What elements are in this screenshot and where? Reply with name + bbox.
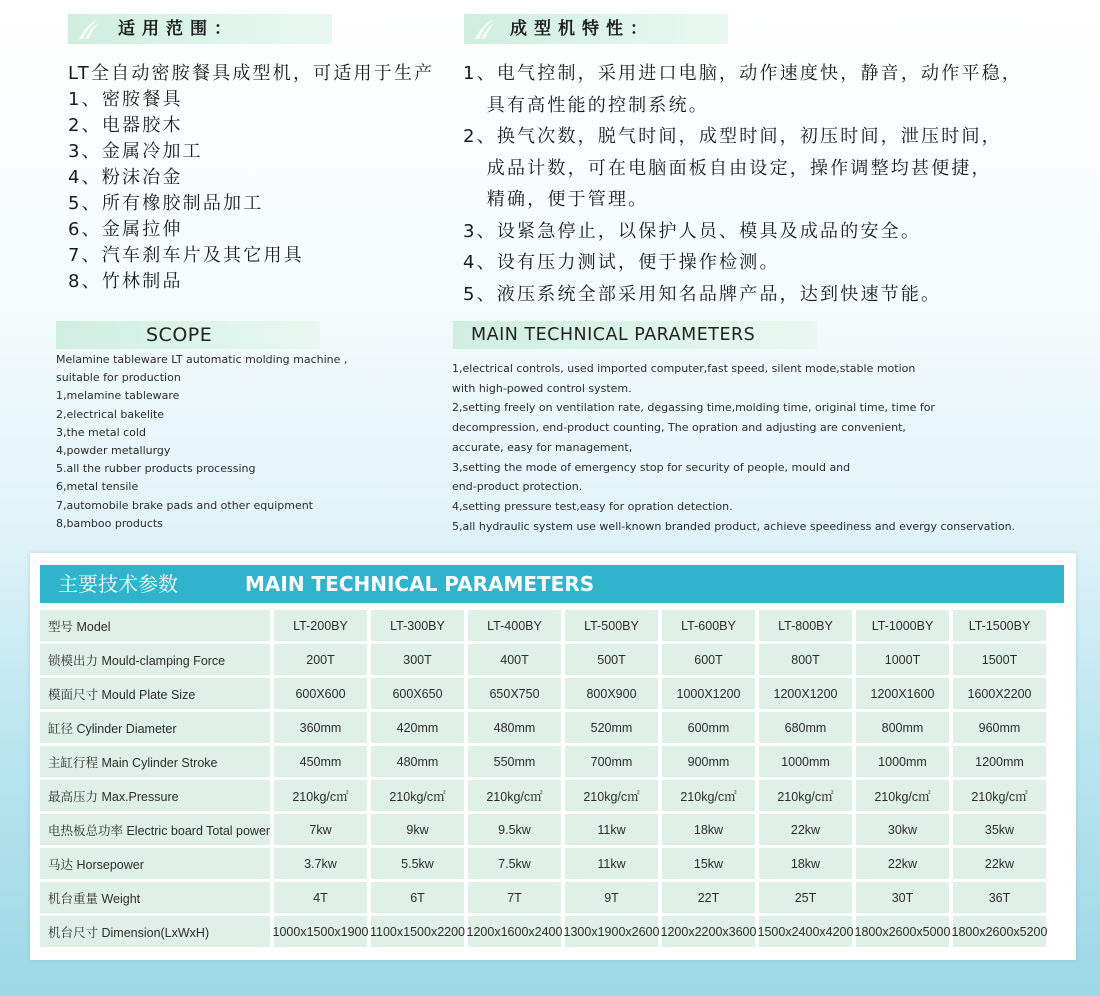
table-cell: 960mm (953, 712, 1046, 743)
table-cell: 600T (662, 644, 755, 675)
table-cell: 22kw (953, 848, 1046, 879)
features-cn-header (464, 14, 728, 44)
features-en-line: 5,all hydraulic system use well-known branded product, achieve speediness and evergy conservation. (452, 519, 1016, 533)
scope-cn-line: 3、金属冷加工 (68, 141, 203, 162)
features-en-list (452, 359, 1015, 536)
scope-en-line: 4,powder metallurgy (56, 444, 171, 458)
parameters-table-header (40, 565, 1064, 603)
table-cell: 1500T (953, 644, 1046, 675)
table-cell: 22T (662, 882, 755, 913)
row-label: 模面尺寸 Mould Plate Size (40, 678, 270, 709)
features-cn-line: 成品计数，可在电脑面板自由设定，操作调整均甚便捷， (463, 157, 992, 179)
scope-cn-line: 5、所有橡胶制品加工 (68, 193, 264, 214)
table-cell: 22kw (856, 848, 949, 879)
features-en-line: 2,setting freely on ventilation rate, degassing time,molding time, original time, time for (452, 401, 935, 415)
scope-cn-line: 4、粉沫冶金 (68, 167, 183, 188)
table-row (40, 678, 1064, 712)
row-label: 电热板总功率 Electric board Total power (40, 814, 270, 845)
scope-cn-line: 7、汽车刹车片及其它用具 (68, 245, 304, 266)
scope-en-title: SCOPE (146, 324, 213, 346)
table-cell: 400T (468, 644, 561, 675)
table-cell: 9.5kw (468, 814, 561, 845)
table-cell: 700mm (565, 746, 658, 777)
table-cell: 210kg/c㎡ (565, 780, 658, 811)
table-row (40, 882, 1064, 916)
table-cell: 210kg/c㎡ (468, 780, 561, 811)
features-en-line: with high-powed control system. (452, 381, 632, 395)
table-cell: 800T (759, 644, 852, 675)
table-cell: 30kw (856, 814, 949, 845)
features-cn-line: 4、设有压力测试，便于操作检测。 (463, 252, 780, 273)
scope-en-line: 1,melamine tableware (56, 389, 180, 403)
row-label: 型号 Model (40, 610, 270, 641)
features-en-line: 4,setting pressure test,easy for opration detection. (452, 499, 733, 513)
scope-cn-list (68, 59, 434, 293)
scope-cn-line: 1、密胺餐具 (68, 89, 183, 110)
table-cell: 1300x1900x2600 (565, 916, 658, 947)
table-cell: 1000T (856, 644, 949, 675)
table-cell: 1500x2400x4200 (759, 916, 852, 947)
row-label: 机台重量 Weight (40, 882, 270, 913)
table-cell: 35kw (953, 814, 1046, 845)
table-row (40, 848, 1064, 882)
table-cell: 1200X1200 (759, 678, 852, 709)
table-cell: 1100x1500x2200 (371, 916, 464, 947)
table-cell: 600mm (662, 712, 755, 743)
features-cn-line: 5、液压系统全部采用知名品牌产品，达到快速节能。 (463, 283, 942, 305)
table-cell: 25T (759, 882, 852, 913)
table-cell: 1000mm (856, 746, 949, 777)
table-cell: 1800x2600x5200 (953, 916, 1046, 947)
table-cell: 800mm (856, 712, 949, 743)
scope-en-list (56, 351, 347, 533)
scope-en-line: 6,metal tensile (56, 480, 139, 494)
table-cell: LT-500BY (565, 610, 658, 641)
table-cell: 480mm (371, 746, 464, 777)
scope-en-line: 3,the metal cold (56, 425, 146, 439)
features-en-line: end-product protection. (452, 480, 583, 494)
parameters-table (40, 610, 1064, 950)
table-cell: 1000x1500x1900 (274, 916, 367, 947)
features-cn-list (463, 59, 1022, 311)
scope-en-header (56, 321, 320, 349)
scope-en-line: 8,bamboo products (56, 516, 163, 530)
table-row (40, 916, 1064, 950)
table-cell: 420mm (371, 712, 464, 743)
table-cell: 480mm (468, 712, 561, 743)
table-cell: 1800x2600x5000 (856, 916, 949, 947)
features-en-line: accurate, easy for management, (452, 440, 633, 454)
table-cell: 15kw (662, 848, 755, 879)
parameters-title-en: MAIN TECHNICAL PARAMETERS (245, 572, 595, 596)
row-label: 主缸行程 Main Cylinder Stroke (40, 746, 270, 777)
parameters-title-cn: 主要技术参数 (58, 572, 178, 596)
scope-en-line: Melamine tableware LT automatic molding machine , (56, 353, 348, 366)
table-row (40, 712, 1064, 746)
table-cell: 11kw (565, 814, 658, 845)
table-row (40, 610, 1064, 644)
scope-en-line: 5.all the rubber products processing (56, 462, 256, 476)
table-cell: 1600X2200 (953, 678, 1046, 709)
scope-en-line: 7,automobile brake pads and other equipment (56, 498, 313, 512)
table-cell: 7.5kw (468, 848, 561, 879)
features-cn-line: 2、换气次数，脱气时间，成型时间，初压时间，泄压时间， (463, 126, 1002, 147)
table-cell: 900mm (662, 746, 755, 777)
table-cell: 1200x2200x3600 (662, 916, 755, 947)
features-cn-line: 精确，便于管理。 (463, 189, 649, 210)
table-cell: LT-200BY (274, 610, 367, 641)
table-cell: 1200X1600 (856, 678, 949, 709)
features-en-line: 1,electrical controls, used imported computer,fast speed, silent mode,stable motion (452, 362, 916, 375)
table-cell: 200T (274, 644, 367, 675)
scope-en-line: suitable for production (56, 371, 181, 385)
table-cell: 1000X1200 (662, 678, 755, 709)
table-cell: LT-300BY (371, 610, 464, 641)
swoosh-icon (76, 17, 100, 41)
parameters-panel (30, 553, 1076, 960)
table-row (40, 814, 1064, 848)
features-en-title: MAIN TECHNICAL PARAMETERS (471, 325, 756, 345)
table-cell: 600X600 (274, 678, 367, 709)
features-en-line: decompression, end-product counting, The opration and adjusting are convenient, (452, 421, 906, 435)
scope-cn-line: LT全自动密胺餐具成型机，可适用于生产 (68, 63, 435, 84)
table-cell: 7T (468, 882, 561, 913)
table-cell: 360mm (274, 712, 367, 743)
table-cell: 210kg/c㎡ (953, 780, 1046, 811)
table-cell: 300T (371, 644, 464, 675)
row-label: 机台尺寸 Dimension(LxWxH) (40, 916, 270, 947)
table-cell: 4T (274, 882, 367, 913)
table-cell: 30T (856, 882, 949, 913)
table-cell: 800X900 (565, 678, 658, 709)
scope-cn-title: 适用范围： (118, 19, 238, 39)
table-row (40, 644, 1064, 678)
table-cell: LT-600BY (662, 610, 755, 641)
table-row (40, 780, 1064, 814)
table-cell: 600X650 (371, 678, 464, 709)
table-cell: 36T (953, 882, 1046, 913)
table-cell: 210kg/c㎡ (274, 780, 367, 811)
scope-cn-line: 8、竹林制品 (68, 271, 183, 292)
table-cell: 7kw (274, 814, 367, 845)
table-cell: 1200mm (953, 746, 1046, 777)
table-cell: 210kg/c㎡ (856, 780, 949, 811)
table-cell: 1200x1600x2400 (468, 916, 561, 947)
features-cn-line: 3、设紧急停止，以保护人员、模具及成品的安全。 (463, 220, 922, 242)
scope-en-line: 2,electrical bakelite (56, 407, 165, 421)
table-cell: 11kw (565, 848, 658, 879)
table-cell: LT-1000BY (856, 610, 949, 641)
table-cell: LT-800BY (759, 610, 852, 641)
table-row (40, 746, 1064, 780)
table-cell: 9kw (371, 814, 464, 845)
table-cell: 9T (565, 882, 658, 913)
table-cell: 650X750 (468, 678, 561, 709)
table-cell: 210kg/c㎡ (759, 780, 852, 811)
features-en-line: 3,setting the mode of emergency stop for security of people, mould and (452, 460, 851, 474)
features-cn-title: 成型机特性： (510, 19, 654, 39)
features-cn-line: 1、电气控制，采用进口电脑，动作速度快，静音，动作平稳， (463, 63, 1023, 84)
table-cell: 1000mm (759, 746, 852, 777)
row-label: 缸径 Cylinder Diameter (40, 712, 270, 743)
table-cell: 18kw (759, 848, 852, 879)
scope-cn-line: 6、金属拉伸 (68, 219, 183, 240)
table-cell: 3.7kw (274, 848, 367, 879)
swoosh-icon (472, 17, 496, 41)
table-cell: 500T (565, 644, 658, 675)
table-cell: 22kw (759, 814, 852, 845)
scope-cn-line: 2、电器胶木 (68, 115, 183, 136)
table-cell: 210kg/c㎡ (371, 780, 464, 811)
scope-cn-header (68, 14, 332, 44)
table-cell: 210kg/c㎡ (662, 780, 755, 811)
table-cell: 550mm (468, 746, 561, 777)
table-cell: LT-1500BY (953, 610, 1046, 641)
table-cell: 18kw (662, 814, 755, 845)
row-label: 最高压力 Max.Pressure (40, 780, 270, 811)
table-cell: 680mm (759, 712, 852, 743)
features-cn-line: 具有高性能的控制系统。 (463, 94, 709, 116)
table-cell: 6T (371, 882, 464, 913)
features-en-header (453, 321, 817, 349)
row-label: 马达 Horsepower (40, 848, 270, 879)
table-cell: 450mm (274, 746, 367, 777)
table-cell: 5.5kw (371, 848, 464, 879)
table-cell: LT-400BY (468, 610, 561, 641)
row-label: 锁模出力 Mould-clamping Force (40, 644, 270, 675)
table-cell: 520mm (565, 712, 658, 743)
